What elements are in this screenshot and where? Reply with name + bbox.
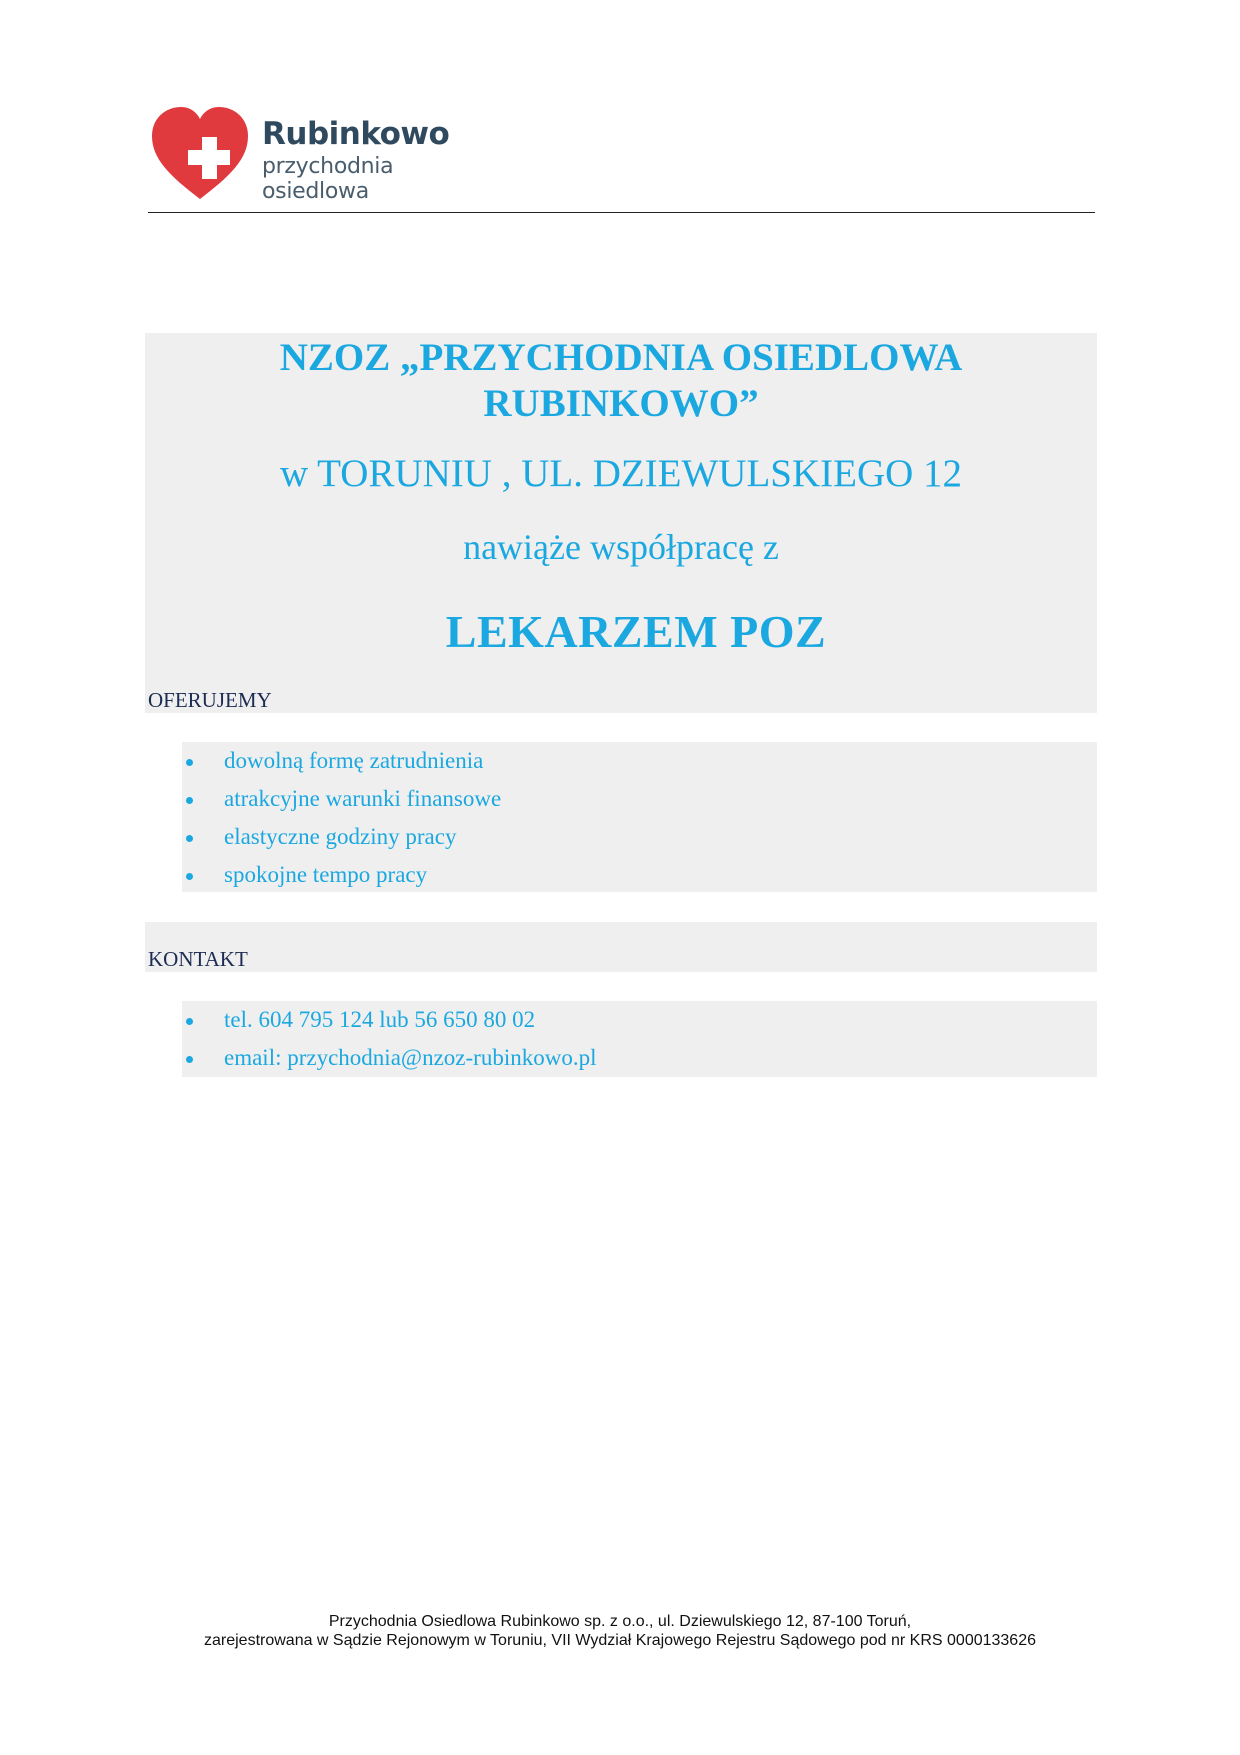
page-title xyxy=(145,335,1097,427)
bullet-icon xyxy=(186,1056,193,1063)
contact-list xyxy=(182,1001,596,1077)
bullet-icon xyxy=(186,873,193,880)
offers-panel xyxy=(182,742,1097,892)
bullet-icon xyxy=(186,1018,193,1025)
header-divider xyxy=(148,212,1095,213)
list-item: elastyczne godziny pracy xyxy=(182,818,501,856)
list-item: spokojne tempo pracy xyxy=(182,856,501,894)
contact-phone: tel. 604 795 124 lub 56 650 80 02 xyxy=(182,1001,596,1039)
page-footer xyxy=(0,1612,1240,1650)
title-line-1: NZOZ „PRZYCHODNIA OSIEDLOWA xyxy=(279,336,963,379)
offers-list xyxy=(182,742,501,894)
bullet-icon xyxy=(186,797,193,804)
footer-line-2: zarejestrowana w Sądzie Rejonowym w Toruniu, VII Wydział Krajowego Rejestru Sądowego pod nr KRS 0000133626 xyxy=(203,1632,1036,1649)
list-item: atrakcyjne warunki finansowe xyxy=(182,780,501,818)
contact-email[interactable]: email: przychodnia@nzoz-rubinkowo.pl xyxy=(182,1039,596,1077)
list-item: dowolną formę zatrudnienia xyxy=(182,742,501,780)
logo-subtitle: przychodnia osiedlowa xyxy=(262,154,394,204)
contact-panel xyxy=(182,1001,1097,1077)
logo-name: Rubinkowo xyxy=(262,116,450,152)
clinic-address: w TORUNIU , UL. DZIEWULSKIEGO 12 xyxy=(279,452,963,495)
offers-label: OFERUJEMY xyxy=(148,688,272,712)
bullet-icon xyxy=(186,759,193,766)
contact-label: KONTAKT xyxy=(148,947,248,971)
footer-line-1: Przychodnia Osiedlowa Rubinkowo sp. z o.o., ul. Dziewulskiego 12, 87-100 Toruń, xyxy=(328,1613,912,1630)
title-line-2: RUBINKOWO” xyxy=(483,382,759,425)
heart-cross-icon xyxy=(150,104,250,204)
job-role: LEKARZEM POZ xyxy=(445,606,827,657)
bullet-icon xyxy=(186,835,193,842)
clinic-logo xyxy=(150,104,470,204)
contact-label-panel xyxy=(145,922,1097,972)
cooperation-text: nawiąże współpracę z xyxy=(463,527,779,567)
